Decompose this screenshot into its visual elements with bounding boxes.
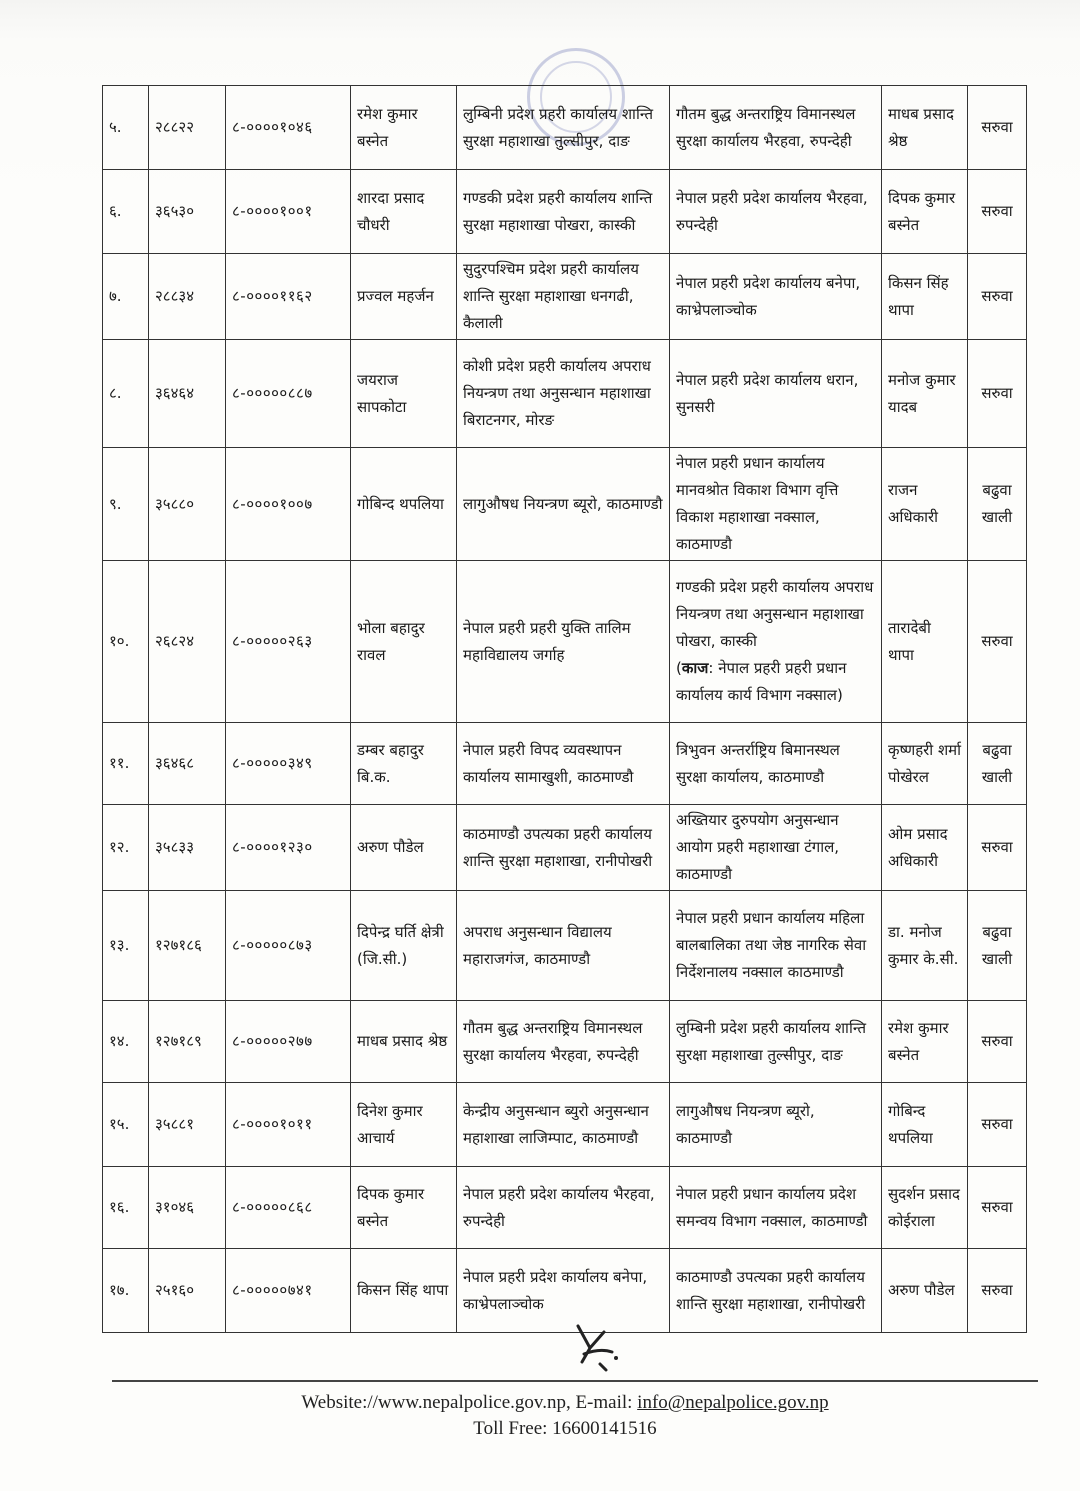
employee-id: ३५८८०	[149, 448, 226, 561]
code-number: ८-०००००८८७	[226, 340, 351, 448]
code-number: ८-०००००७४१	[226, 1249, 351, 1333]
kaj-note-label: काज	[681, 659, 709, 677]
transfer-type: सरुवा	[968, 805, 1027, 891]
transfer-table	[102, 85, 1027, 1333]
replacement-name: दिपक कुमार बस्नेत	[882, 170, 968, 254]
serial-number: १७.	[103, 1249, 149, 1333]
code-number: ८-०००००८७३	[226, 891, 351, 1001]
current-office: गण्डकी प्रदेश प्रहरी कार्यालय शान्ति सुरक्षा महाशाखा पोखरा, कास्की	[457, 170, 670, 254]
new-office: लुम्बिनी प्रदेश प्रहरी कार्यालय शान्ति सुरक्षा महाशाखा तुल्सीपुर, दाङ	[670, 1001, 882, 1083]
table-row	[103, 723, 1027, 805]
new-office: काठमाण्डौ उपत्यका प्रहरी कार्यालय शान्ति सुरक्षा महाशाखा, रानीपोखरी	[670, 1249, 882, 1333]
code-number: ८-००००१००१	[226, 170, 351, 254]
code-number: ८-०००००२७७	[226, 1001, 351, 1083]
replacement-name: राजन अधिकारी	[882, 448, 968, 561]
current-office: केन्द्रीय अनुसन्धान ब्युरो अनुसन्धान महाशाखा लाजिम्पाट, काठमाण्डौ	[457, 1083, 670, 1167]
code-number: ८-००००११६२	[226, 254, 351, 340]
employee-id: १२७१८६	[149, 891, 226, 1001]
new-office: त्रिभुवन अन्तर्राष्ट्रिय बिमानस्थल सुरक्षा कार्यालय, काठमाण्डौ	[670, 723, 882, 805]
transfer-type: सरुवा	[968, 86, 1027, 170]
transfer-type: सरुवा	[968, 340, 1027, 448]
employee-id: ३१०४६	[149, 1167, 226, 1249]
serial-number: ११.	[103, 723, 149, 805]
new-office: नेपाल प्रहरी प्रदेश कार्यालय धरान, सुनसरी	[670, 340, 882, 448]
transfer-type: सरुवा	[968, 254, 1027, 340]
transfer-type: सरुवा	[968, 561, 1027, 723]
employee-id: २८८२२	[149, 86, 226, 170]
employee-id: २६८२४	[149, 561, 226, 723]
transfer-type: बढुवा खाली	[968, 448, 1027, 561]
code-number: ८-००००१०११	[226, 1083, 351, 1167]
table-row	[103, 254, 1027, 340]
current-office: लुम्बिनी प्रदेश प्रहरी कार्यालय शान्ति सुरक्षा महाशाखा तुल्सीपुर, दाङ	[457, 86, 670, 170]
new-office: नेपाल प्रहरी प्रधान कार्यालय महिला बालबालिका तथा जेष्ठ नागरिक सेवा निर्देशनालय नक्साल काठमाण्डौ	[670, 891, 882, 1001]
replacement-name: मनोज कुमार यादब	[882, 340, 968, 448]
employee-id: ३५८३३	[149, 805, 226, 891]
table-row	[103, 561, 1027, 723]
replacement-name: डा. मनोज कुमार के.सी.	[882, 891, 968, 1001]
new-office: गण्डकी प्रदेश प्रहरी कार्यालय अपराध नियन्त्रण तथा अनुसन्धान महाशाखा पोखरा, कास्की (काज: नेपाल प्रहरी प्रहरी प्रधान कार्यालय कार्य विभाग नक्साल)	[670, 561, 882, 723]
code-number: ८-००००१२३०	[226, 805, 351, 891]
serial-number: १२.	[103, 805, 149, 891]
code-number: ८-०००००२६३	[226, 561, 351, 723]
serial-number: १६.	[103, 1167, 149, 1249]
transfer-type: सरुवा	[968, 1249, 1027, 1333]
employee-name: अरुण पौडेल	[351, 805, 457, 891]
serial-number: ९.	[103, 448, 149, 561]
replacement-name: तारादेबी थापा	[882, 561, 968, 723]
table-row	[103, 448, 1027, 561]
replacement-name: किसन सिंह थापा	[882, 254, 968, 340]
transfer-type: बढुवा खाली	[968, 723, 1027, 805]
current-office: अपराध अनुसन्धान विद्यालय महाराजगंज, काठमाण्डौ	[457, 891, 670, 1001]
employee-id: २८८३४	[149, 254, 226, 340]
transfer-type: सरुवा	[968, 1001, 1027, 1083]
table-row	[103, 1083, 1027, 1167]
employee-id: २५१६०	[149, 1249, 226, 1333]
transfer-type: सरुवा	[968, 1083, 1027, 1167]
current-office: नेपाल प्रहरी प्रहरी युक्ति तालिम महाविद्यालय जर्गाह	[457, 561, 670, 723]
table-row	[103, 1167, 1027, 1249]
employee-name: डम्बर बहादुर बि.क.	[351, 723, 457, 805]
serial-number: १५.	[103, 1083, 149, 1167]
transfer-type: बढुवा खाली	[968, 891, 1027, 1001]
replacement-name: अरुण पौडेल	[882, 1249, 968, 1333]
code-number: ८-०००००३४९	[226, 723, 351, 805]
footer-divider	[112, 1380, 1038, 1382]
current-office: नेपाल प्रहरी प्रदेश कार्यालय बनेपा, काभ्रेपलाञ्चोक	[457, 1249, 670, 1333]
transfer-type: सरुवा	[968, 1167, 1027, 1249]
employee-name: गोबिन्द थपलिया	[351, 448, 457, 561]
code-number: ८-००००१०४६	[226, 86, 351, 170]
serial-number: १३.	[103, 891, 149, 1001]
employee-name: किसन सिंह थापा	[351, 1249, 457, 1333]
serial-number: १४.	[103, 1001, 149, 1083]
footer-contact	[0, 1392, 1080, 1414]
serial-number: ८.	[103, 340, 149, 448]
employee-name: प्रज्वल महर्जन	[351, 254, 457, 340]
toll-free-number: Toll Free: 16600141516	[473, 1418, 657, 1439]
current-office: गौतम बुद्ध अन्तराष्ट्रिय विमानस्थल सुरक्षा कार्यालय भैरहवा, रुपन्देही	[457, 1001, 670, 1083]
table-row	[103, 86, 1027, 170]
replacement-name: गोबिन्द थपलिया	[882, 1083, 968, 1167]
current-office: नेपाल प्रहरी प्रदेश कार्यालय भैरहवा, रुपन्देही	[457, 1167, 670, 1249]
transfer-type: सरुवा	[968, 170, 1027, 254]
serial-number: ५.	[103, 86, 149, 170]
new-office: अख्तियार दुरुपयोग अनुसन्धान आयोग प्रहरी महाशाखा टंगाल, काठमाण्डौ	[670, 805, 882, 891]
current-office: नेपाल प्रहरी विपद व्यवस्थापन कार्यालय सामाखुशी, काठमाण्डौ	[457, 723, 670, 805]
employee-id: ३६४६८	[149, 723, 226, 805]
serial-number: १०.	[103, 561, 149, 723]
employee-id: १२७१८९	[149, 1001, 226, 1083]
employee-name: रमेश कुमार बस्नेत	[351, 86, 457, 170]
code-number: ८-००००१००७	[226, 448, 351, 561]
employee-name: शारदा प्रसाद चौधरी	[351, 170, 457, 254]
new-office: नेपाल प्रहरी प्रधान कार्यालय प्रदेश समन्वय विभाग नक्साल, काठमाण्डौ	[670, 1167, 882, 1249]
new-office: लागुऔषध नियन्त्रण ब्यूरो, काठमाण्डौ	[670, 1083, 882, 1167]
replacement-name: ओम प्रसाद अधिकारी	[882, 805, 968, 891]
replacement-name: माधब प्रसाद श्रेष्ठ	[882, 86, 968, 170]
replacement-name: रमेश कुमार बस्नेत	[882, 1001, 968, 1083]
employee-id: ३६४६४	[149, 340, 226, 448]
replacement-name: सुदर्शन प्रसाद कोईराला	[882, 1167, 968, 1249]
new-office: नेपाल प्रहरी प्रदेश कार्यालय भैरहवा, रुपन्देही	[670, 170, 882, 254]
serial-number: ७.	[103, 254, 149, 340]
employee-name: दिनेश कुमार आचार्य	[351, 1083, 457, 1167]
employee-name: दिपक कुमार बस्नेत	[351, 1167, 457, 1249]
current-office: काठमाण्डौ उपत्यका प्रहरी कार्यालय शान्ति सुरक्षा महाशाखा, रानीपोखरी	[457, 805, 670, 891]
employee-name: माधब प्रसाद श्रेष्ठ	[351, 1001, 457, 1083]
table-row	[103, 1001, 1027, 1083]
table-row	[103, 340, 1027, 448]
current-office: लागुऔषध नियन्त्रण ब्यूरो, काठमाण्डौ	[457, 448, 670, 561]
employee-name: दिपेन्द्र घर्ति क्षेत्री (जि.सी.)	[351, 891, 457, 1001]
new-office: नेपाल प्रहरी प्रधान कार्यालय मानवश्रोत विकाश विभाग वृत्ति विकाश महाशाखा नक्साल, काठमाण्डौ	[670, 448, 882, 561]
kaj-note: : नेपाल प्रहरी प्रहरी प्रधान कार्यालय कार्य विभाग नक्साल)	[676, 659, 847, 704]
website-text: Website://www.nepalpolice.gov.np, E-mail:	[301, 1392, 638, 1413]
table-row	[103, 170, 1027, 254]
replacement-name: कृष्णहरी शर्मा पोखेरल	[882, 723, 968, 805]
employee-id: ३६५३०	[149, 170, 226, 254]
current-office: कोशी प्रदेश प्रहरी कार्यालय अपराध नियन्त्रण तथा अनुसन्धान महाशाखा बिराटनगर, मोरङ	[457, 340, 670, 448]
signature-mark	[560, 1318, 630, 1378]
new-office: गौतम बुद्ध अन्तराष्ट्रिय विमानस्थल सुरक्षा कार्यालय भैरहवा, रुपन्देही	[670, 86, 882, 170]
email-link[interactable]: info@nepalpolice.gov.np	[637, 1392, 829, 1413]
new-office: नेपाल प्रहरी प्रदेश कार्यालय बनेपा, काभ्रेपलाञ्चोक	[670, 254, 882, 340]
table-row	[103, 805, 1027, 891]
code-number: ८-०००००८६८	[226, 1167, 351, 1249]
serial-number: ६.	[103, 170, 149, 254]
employee-name: जयराज सापकोटा	[351, 340, 457, 448]
employee-id: ३५८८१	[149, 1083, 226, 1167]
table-row	[103, 891, 1027, 1001]
employee-name: भोला बहादुर रावल	[351, 561, 457, 723]
current-office: सुदुरपश्चिम प्रदेश प्रहरी कार्यालय शान्ति सुरक्षा महाशाखा धनगढी, कैलाली	[457, 254, 670, 340]
